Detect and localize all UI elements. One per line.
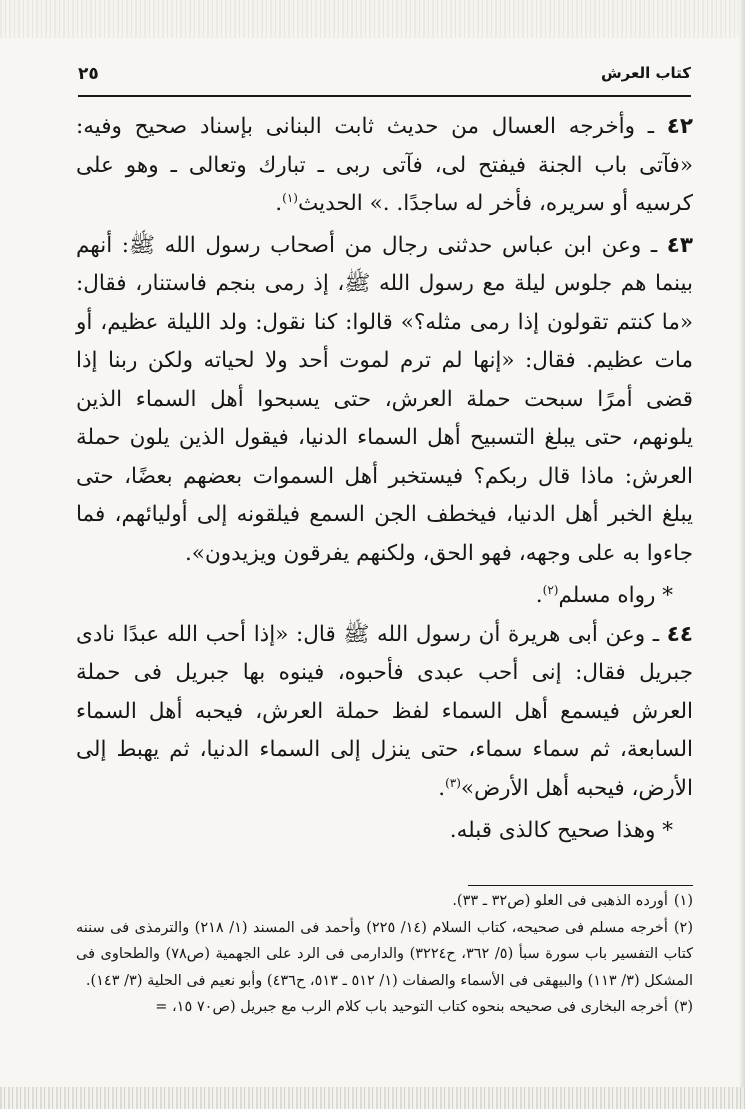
page-number: ٢٥ [78, 64, 99, 84]
hadith-paragraph-43 [76, 227, 693, 574]
footnote-2 [76, 915, 693, 995]
footnote-text: أخرجه مسلم فى صحيحه، كتاب السلام (١٤/ ٢٢٥) وأحمد فى المسند (١/ ٢١٨) والترمذى فى سننه كتاب التفسير باب سورة سبأ (٥/ ٣٦٢، ح٣٢٢٤) والدارمى فى الرد على الجهمية (ص٧٨) والطحاوى فى المشكل (٣/ ١١٣) والبيهقى فى الأسماء والصفات (١/ ٥١٢ ـ ٥١٣، ح٤٣٦) وأبو نعيم فى الحلية (٣/ ١٤٣). [76, 919, 693, 989]
running-title: كتاب العرش [600, 64, 691, 82]
header-rule [78, 95, 691, 97]
footnote-ref: (٢) [542, 582, 559, 597]
footnote-ref: (٣) [445, 775, 461, 790]
hadith-paragraph-42: ٤٢ ـ وأخرجه العسال من حديث ثابت البنانى بإسناد صحيح وفيه: «فآتى باب الجنة فيفتح لى، فآتى ربى ـ تبارك وتعالى ـ وهو على كرسيه أو سريره، فأخر له ساجدًا. .» الحديث$^{(١)}$. [76, 114, 693, 216]
scan-artifact-top [0, 0, 745, 38]
hadith-number: ٤٤ [666, 621, 693, 647]
footnote-number: (٣) [673, 999, 693, 1015]
narration-note: * رواه مسلم$^{(٢)}$. [535, 582, 673, 608]
hadith-text: ـ وأخرجه العسال من حديث ثابت البنانى بإسناد صحيح وفيه: «فآتى باب الجنة فيفتح لى، فآتى ربى ـ تبارك وتعالى ـ وهو على كرسيه أو سريره، فأخر له ساجدًا. .» الحديث [76, 114, 693, 216]
hadith-text: ـ وعن ابن عباس حدثنى رجال من أصحاب رسول الله ﷺ: أنهم بينما هم جلوس ليلة مع رسول الله ﷺ، إذ رمى بنجم فاستنار، فقال: «ما كنتم تقولون إذا رمى مثله؟» قالوا: كنا نقول: ولد الليلة عظيم، أو مات عظيم. فقال: «إنها لم ترم لموت أحد ولا لحياته ولكن ربنا إذا قضى أمرًا سبحت حملة العرش، حتى يسبحوا أهل السماء الذين يلونهم، حتى يبلغ التسبيح أهل السماء الدنيا، فيقول الذين يلون حملة العرش: ماذا قال ربكم؟ فيستخبر أهل السموات بعضهم بعضًا، حتى يبلغ الخبر أهل الدنيا، فيخطف الجن السمع فيلقونه إلى أوليائهم، فما جاءوا به على وجهه، فهو الحق، ولكنهم يفرقون ويزيدون». [76, 232, 693, 566]
footnotes [76, 888, 693, 1021]
page-header [78, 62, 691, 92]
note-text: * رواه مسلم [558, 583, 673, 608]
footnote-number: (١) [673, 893, 693, 909]
main-text [76, 108, 693, 851]
footnote-text: أورده الذهبى فى العلو (ص٣٢ ـ ٣٣). [452, 893, 668, 909]
footnote-1 [76, 888, 693, 915]
hadith-text: ـ وعن أبى هريرة أن رسول الله ﷺ قال: «إذا أحب الله عبدًا نادى جبريل فقال: إنى أحب عبدى فأحبوه، فينوه بها جبريل فى حملة العرش فيسمع أهل السماء لفظ حملة العرش، فيحبه أهل السماء السابعة، ثم سماء سماء، حتى ينزل إلى السماء الدنيا، ثم يهبط إلى الأرض، فيحبه أهل الأرض» [76, 621, 693, 801]
page-edge-shadow [739, 0, 745, 1109]
footnote-ref: (١) [282, 190, 298, 205]
footnote-3 [76, 994, 693, 1021]
scan-artifact-bottom [0, 1087, 745, 1109]
authenticity-note [76, 812, 693, 851]
hadith-number: ٤٣ [666, 232, 693, 258]
footnote-separator [468, 885, 693, 886]
footnote-text: أخرجه البخارى فى صحيحه بنحوه كتاب التوحيد باب كلام الرب مع جبريل (ص٧٠ ١٥، = [155, 999, 668, 1015]
hadith-number: ٤٢ [666, 114, 693, 139]
note-text: * وهذا صحيح كالذى قبله. [449, 818, 673, 843]
footnote-number: (٢) [673, 919, 694, 936]
hadith-paragraph-44: ٤٤ ـ وعن أبى هريرة أن رسول الله ﷺ قال: «إذا أحب الله عبدًا نادى جبريل فقال: إنى أحب عبدى فأحبوه، فينوه بها جبريل فى حملة العرش فيسمع أهل السماء لفظ حملة العرش، فيحبه أهل السماء السابعة، ثم سماء سماء، حتى ينزل إلى السماء الدنيا، ثم يهبط إلى الأرض، فيحبه أهل الأرض»$^{(٣)}$. [76, 621, 693, 801]
